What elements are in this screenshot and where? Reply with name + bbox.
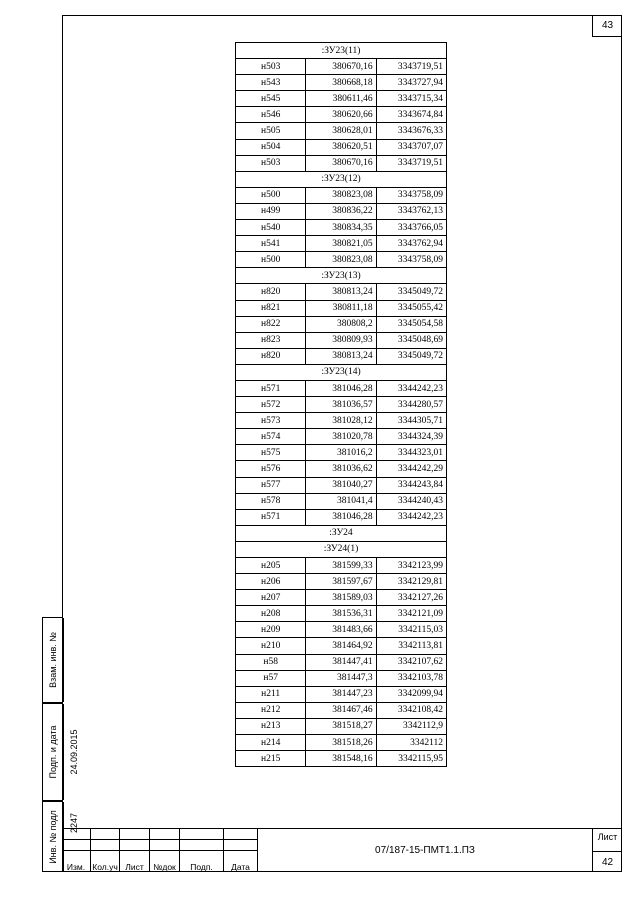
table-row [236, 107, 447, 123]
table-row [236, 203, 447, 219]
y-coordinate: 3342123,99 [376, 558, 446, 574]
x-coordinate: 381046,28 [306, 509, 376, 525]
title-block-cell [224, 839, 258, 850]
x-coordinate: 381589,03 [306, 590, 376, 606]
title-block [62, 828, 622, 872]
point-name: н545 [236, 91, 306, 107]
point-name: н822 [236, 316, 306, 332]
y-coordinate: 3343715,34 [376, 91, 446, 107]
section-header: :ЗУ23(12) [236, 171, 447, 187]
page-number: 43 [592, 15, 622, 37]
table-row [236, 59, 447, 75]
point-name: н573 [236, 413, 306, 429]
x-coordinate: 381036,62 [306, 461, 376, 477]
point-name: н572 [236, 397, 306, 413]
x-coordinate: 380668,18 [306, 75, 376, 91]
table-row [236, 702, 447, 718]
point-name: н505 [236, 123, 306, 139]
x-coordinate: 380628,01 [306, 123, 376, 139]
x-coordinate: 380823,08 [306, 252, 376, 268]
y-coordinate: 3342099,94 [376, 686, 446, 702]
y-coordinate: 3343758,09 [376, 252, 446, 268]
side-stamp-podp [42, 703, 79, 801]
section-header: :ЗУ24(1) [236, 541, 447, 557]
title-block-cell [180, 828, 224, 839]
y-coordinate: 3342127,26 [376, 590, 446, 606]
y-coordinate: 3342121,09 [376, 606, 446, 622]
point-name: н209 [236, 622, 306, 638]
sheet-box [592, 828, 622, 872]
y-coordinate: 3345048,69 [376, 332, 446, 348]
point-name: н823 [236, 332, 306, 348]
table-row [236, 558, 447, 574]
point-name: н821 [236, 300, 306, 316]
point-name: н205 [236, 558, 306, 574]
point-name: н214 [236, 735, 306, 751]
point-name: н541 [236, 236, 306, 252]
x-coordinate: 380670,16 [306, 155, 376, 171]
point-name: н207 [236, 590, 306, 606]
section-header-row [236, 171, 447, 187]
title-block-cell [120, 839, 150, 850]
table-row [236, 670, 447, 686]
y-coordinate: 3344242,29 [376, 461, 446, 477]
y-coordinate: 3344324,39 [376, 429, 446, 445]
y-coordinate: 3342115,95 [376, 751, 446, 767]
x-coordinate: 380809,93 [306, 332, 376, 348]
point-name: н499 [236, 203, 306, 219]
x-coordinate: 381447,3 [306, 670, 376, 686]
x-coordinate: 381464,92 [306, 638, 376, 654]
x-coordinate: 380620,51 [306, 139, 376, 155]
title-block-cell [180, 839, 224, 850]
y-coordinate: 3343707,07 [376, 139, 446, 155]
table-row [236, 284, 447, 300]
x-coordinate: 380821,05 [306, 236, 376, 252]
y-coordinate: 3342113,81 [376, 638, 446, 654]
point-name: н577 [236, 477, 306, 493]
y-coordinate: 3343762,13 [376, 203, 446, 219]
y-coordinate: 3342103,78 [376, 670, 446, 686]
x-coordinate: 380836,22 [306, 203, 376, 219]
point-name: н504 [236, 139, 306, 155]
section-header-row [236, 43, 447, 59]
table-row [236, 316, 447, 332]
section-header: :ЗУ23(14) [236, 364, 447, 380]
x-coordinate: 380670,16 [306, 59, 376, 75]
x-coordinate: 381016,2 [306, 445, 376, 461]
document-code: 07/187-15-ПМТ1.1.ПЗ [258, 828, 592, 872]
point-name: н206 [236, 574, 306, 590]
title-block-column-label: №док [150, 850, 180, 872]
section-header: :ЗУ24 [236, 525, 447, 541]
y-coordinate: 3344242,23 [376, 509, 446, 525]
point-name: н546 [236, 107, 306, 123]
point-name: н571 [236, 380, 306, 396]
podp-data-label: Подп. и дата [48, 725, 58, 779]
point-name: н500 [236, 187, 306, 203]
y-coordinate: 3343727,94 [376, 75, 446, 91]
y-coordinate: 3343674,84 [376, 107, 446, 123]
table-row [236, 686, 447, 702]
x-coordinate: 381467,46 [306, 702, 376, 718]
side-stamp-vzam [42, 617, 62, 703]
title-block-column-label: Кол.уч [91, 850, 120, 872]
table-row [236, 75, 447, 91]
table-row [236, 477, 447, 493]
section-header-row [236, 525, 447, 541]
point-name: н500 [236, 252, 306, 268]
title-block-cell [91, 828, 120, 839]
point-name: н213 [236, 718, 306, 734]
point-name: н210 [236, 638, 306, 654]
table-row [236, 252, 447, 268]
x-coordinate: 380611,46 [306, 91, 376, 107]
coordinates-table [235, 42, 447, 767]
table-row [236, 397, 447, 413]
y-coordinate: 3344240,43 [376, 493, 446, 509]
point-name: н820 [236, 284, 306, 300]
x-coordinate: 380808,2 [306, 316, 376, 332]
y-coordinate: 3342108,42 [376, 702, 446, 718]
x-coordinate: 381483,66 [306, 622, 376, 638]
x-coordinate: 380813,24 [306, 348, 376, 364]
table-row [236, 735, 447, 751]
point-name: н576 [236, 461, 306, 477]
y-coordinate: 3344242,23 [376, 380, 446, 396]
table-row [236, 348, 447, 364]
inv-podl-label: Инв. № подл [48, 809, 58, 864]
section-header-row [236, 541, 447, 557]
point-name: н57 [236, 670, 306, 686]
title-block-cell [91, 839, 120, 850]
title-block-cell [150, 839, 180, 850]
x-coordinate: 381020,78 [306, 429, 376, 445]
sheet-label: Лист [597, 832, 618, 842]
y-coordinate: 3343719,51 [376, 59, 446, 75]
table-row [236, 461, 447, 477]
y-coordinate: 3345054,58 [376, 316, 446, 332]
title-block-column-label: Дата [224, 850, 258, 872]
x-coordinate: 381518,27 [306, 718, 376, 734]
title-block-cell [150, 828, 180, 839]
x-coordinate: 381548,16 [306, 751, 376, 767]
y-coordinate: 3344243,84 [376, 477, 446, 493]
x-coordinate: 380620,66 [306, 107, 376, 123]
x-coordinate: 381518,26 [306, 735, 376, 751]
y-coordinate: 3343758,09 [376, 187, 446, 203]
x-coordinate: 381028,12 [306, 413, 376, 429]
y-coordinate: 3342112 [376, 735, 446, 751]
table-row [236, 751, 447, 767]
inv-podl-value: 2247 [69, 812, 79, 833]
section-header: :ЗУ23(11) [236, 43, 447, 59]
title-block-grid [62, 828, 258, 872]
table-row [236, 187, 447, 203]
x-coordinate: 381036,57 [306, 397, 376, 413]
title-block-cell [224, 828, 258, 839]
table-row [236, 654, 447, 670]
point-name: н820 [236, 348, 306, 364]
x-coordinate: 381597,67 [306, 574, 376, 590]
section-header-row [236, 268, 447, 284]
y-coordinate: 3343719,51 [376, 155, 446, 171]
x-coordinate: 381040,27 [306, 477, 376, 493]
point-name: н574 [236, 429, 306, 445]
table-row [236, 574, 447, 590]
x-coordinate: 381447,41 [306, 654, 376, 670]
y-coordinate: 3342115,03 [376, 622, 446, 638]
table-row [236, 429, 447, 445]
y-coordinate: 3345055,42 [376, 300, 446, 316]
x-coordinate: 380813,24 [306, 284, 376, 300]
y-coordinate: 3342129,81 [376, 574, 446, 590]
table-row [236, 220, 447, 236]
point-name: н571 [236, 509, 306, 525]
y-coordinate: 3342107,62 [376, 654, 446, 670]
y-coordinate: 3345049,72 [376, 284, 446, 300]
table-row [236, 590, 447, 606]
table-row [236, 380, 447, 396]
point-name: н543 [236, 75, 306, 91]
y-coordinate: 3343762,94 [376, 236, 446, 252]
point-name: н578 [236, 493, 306, 509]
y-coordinate: 3344305,71 [376, 413, 446, 429]
y-coordinate: 3345049,72 [376, 348, 446, 364]
table-row [236, 509, 447, 525]
title-block-column-label: Подп. [180, 850, 224, 872]
point-name: н58 [236, 654, 306, 670]
table-row [236, 413, 447, 429]
point-name: н540 [236, 220, 306, 236]
table-row [236, 300, 447, 316]
podp-data-value: 24.09.2015 [69, 729, 79, 775]
x-coordinate: 381041,4 [306, 493, 376, 509]
table-row [236, 622, 447, 638]
x-coordinate: 381599,33 [306, 558, 376, 574]
title-block-cell [120, 828, 150, 839]
y-coordinate: 3344323,01 [376, 445, 446, 461]
vzam-label: Взам. инв. № [48, 632, 58, 688]
y-coordinate: 3342112,9 [376, 718, 446, 734]
x-coordinate: 381046,28 [306, 380, 376, 396]
x-coordinate: 381447,23 [306, 686, 376, 702]
table-row [236, 718, 447, 734]
y-coordinate: 3343766,05 [376, 220, 446, 236]
point-name: н503 [236, 59, 306, 75]
table-row [236, 493, 447, 509]
title-block-column-label: Изм. [62, 850, 91, 872]
y-coordinate: 3343676,33 [376, 123, 446, 139]
table-row [236, 91, 447, 107]
x-coordinate: 380823,08 [306, 187, 376, 203]
title-block-cell [62, 828, 91, 839]
point-name: н575 [236, 445, 306, 461]
table-row [236, 139, 447, 155]
section-header: :ЗУ23(13) [236, 268, 447, 284]
title-block-column-label: Лист [120, 850, 150, 872]
x-coordinate: 380811,18 [306, 300, 376, 316]
point-name: н503 [236, 155, 306, 171]
table-row [236, 123, 447, 139]
table-row [236, 236, 447, 252]
point-name: н215 [236, 751, 306, 767]
point-name: н211 [236, 686, 306, 702]
section-header-row [236, 364, 447, 380]
title-block-cell [62, 839, 91, 850]
table-row [236, 155, 447, 171]
point-name: н212 [236, 702, 306, 718]
table-row [236, 638, 447, 654]
table-row [236, 332, 447, 348]
table-row [236, 606, 447, 622]
sheet-number: 42 [593, 851, 622, 873]
table-row [236, 445, 447, 461]
y-coordinate: 3344280,57 [376, 397, 446, 413]
x-coordinate: 381536,31 [306, 606, 376, 622]
x-coordinate: 380834,35 [306, 220, 376, 236]
point-name: н208 [236, 606, 306, 622]
